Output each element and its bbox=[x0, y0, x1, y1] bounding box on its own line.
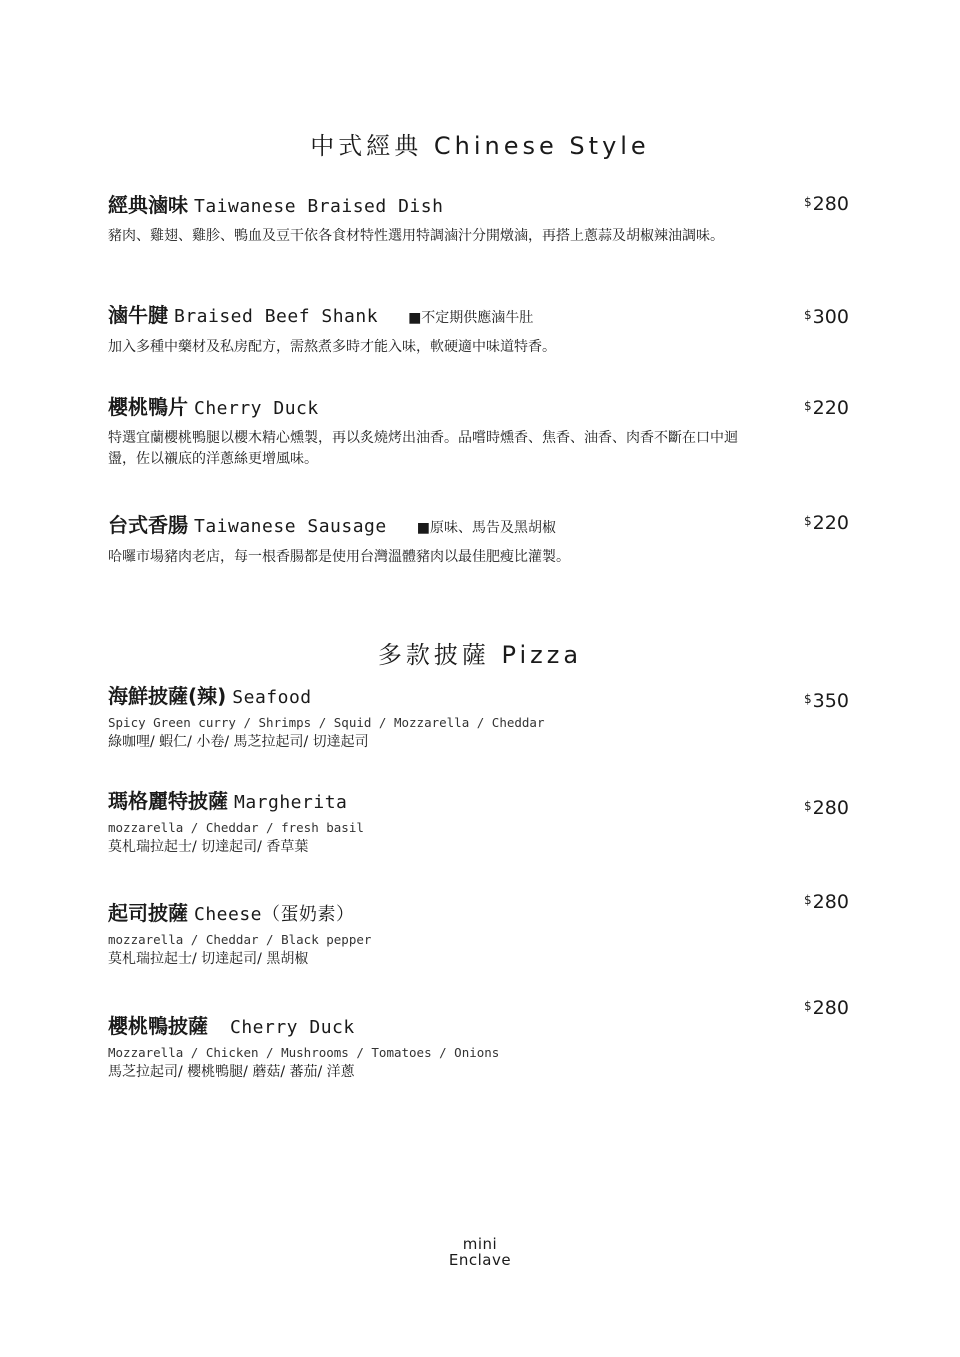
item-name-zh: 台式香腸 bbox=[108, 513, 188, 537]
item-name-zh: 櫻桃鴨片 bbox=[108, 395, 188, 419]
item-price bbox=[804, 512, 849, 534]
item-name bbox=[108, 683, 748, 711]
item-note: ■原味、馬告及黑胡椒 bbox=[416, 520, 556, 536]
item-description: 豬肉、雞翅、雞胗、鴨血及豆干依各食材特性選用特調滷汁分開燉滷，再搭上蔥蒜及胡椒辣油調味。 bbox=[108, 228, 724, 244]
price-value: 280 bbox=[812, 997, 849, 1019]
section-title-chinese-style: 中式經典 Chinese Style bbox=[310, 132, 650, 160]
menu-item-braised-dish bbox=[108, 192, 748, 247]
item-name-zh: 經典滷味 bbox=[108, 193, 188, 217]
item-description: 特選宜蘭櫻桃鴨腿以櫻木精心燻製，再以炙燒烤出油香。品嚐時燻香、焦香、油香、肉香不斷在口中迴盪，佐以襯底的洋蔥絲更增風味。 bbox=[108, 430, 738, 467]
item-description: 哈囉市場豬肉老店，每一根香腸都是使用台灣溫體豬肉以最佳肥瘦比灌製。 bbox=[108, 549, 570, 565]
menu-item-cherry-duck bbox=[108, 394, 748, 470]
item-name-zh: 滷牛腱 bbox=[108, 303, 168, 327]
price-value: 280 bbox=[812, 193, 849, 215]
item-price bbox=[804, 306, 849, 328]
price-value: 350 bbox=[812, 690, 849, 712]
item-name-en: Taiwanese Braised Dish bbox=[194, 196, 444, 217]
item-name bbox=[108, 512, 748, 541]
item-ingredients-en: mozzarella / Cheddar / Black pepper bbox=[108, 932, 372, 947]
currency-symbol: $ bbox=[804, 308, 812, 322]
item-name bbox=[108, 394, 748, 422]
item-name bbox=[108, 788, 748, 816]
item-description: 加入多種中藥材及私房配方，需熬煮多時才能入味，軟硬適中味道特香。 bbox=[108, 339, 556, 355]
price-value: 220 bbox=[812, 512, 849, 534]
menu-item-seafood-pizza bbox=[108, 683, 748, 752]
item-name-en: Braised Beef Shank bbox=[174, 306, 379, 327]
item-name-en: Cherry Duck bbox=[194, 398, 319, 419]
currency-symbol: $ bbox=[804, 799, 812, 813]
currency-symbol: $ bbox=[804, 999, 812, 1013]
logo-line-1: mini bbox=[462, 1235, 498, 1253]
item-ingredients-en: Mozzarella / Chicken / Mushrooms / Tomatoes / Onions bbox=[108, 1045, 500, 1060]
item-price bbox=[804, 797, 849, 819]
item-price bbox=[804, 690, 849, 712]
menu-item-cherry-duck-pizza bbox=[108, 1013, 748, 1082]
item-ingredients-zh: 莫札瑞拉起士/ 切達起司/ 黑胡椒 bbox=[108, 951, 309, 967]
item-name bbox=[108, 192, 748, 220]
item-ingredients-zh: 莫札瑞拉起士/ 切達起司/ 香草葉 bbox=[108, 839, 309, 855]
logo-line-2: Enclave bbox=[448, 1251, 512, 1269]
item-name-en: Cheese（蛋奶素） bbox=[194, 904, 355, 925]
menu-item-margherita-pizza bbox=[108, 788, 748, 857]
item-name-en: Cherry Duck bbox=[230, 1017, 355, 1038]
price-value: 280 bbox=[812, 797, 849, 819]
item-name bbox=[108, 302, 748, 331]
section-title-pizza: 多款披薩 Pizza bbox=[377, 641, 583, 669]
item-price bbox=[804, 997, 849, 1019]
item-name bbox=[108, 900, 748, 928]
item-note: ■不定期供應滷牛肚 bbox=[408, 310, 534, 326]
price-value: 280 bbox=[812, 891, 849, 913]
item-name-zh: 海鮮披薩(辣) bbox=[108, 684, 227, 708]
price-value: 220 bbox=[812, 397, 849, 419]
item-name-en: Margherita bbox=[234, 792, 348, 813]
menu-item-taiwanese-sausage bbox=[108, 512, 748, 568]
currency-symbol: $ bbox=[804, 893, 812, 907]
item-price bbox=[804, 891, 849, 913]
item-price bbox=[804, 193, 849, 215]
item-ingredients-en: mozzarella / Cheddar / fresh basil bbox=[108, 820, 364, 835]
price-value: 300 bbox=[812, 306, 849, 328]
item-name-zh: 起司披薩 bbox=[108, 901, 188, 925]
item-name-zh: 櫻桃鴨披薩 bbox=[108, 1014, 208, 1038]
menu-item-cheese-pizza bbox=[108, 900, 748, 969]
item-name-zh: 瑪格麗特披薩 bbox=[108, 789, 228, 813]
menu-item-beef-shank bbox=[108, 302, 748, 358]
currency-symbol: $ bbox=[804, 399, 812, 413]
currency-symbol: $ bbox=[804, 195, 812, 209]
currency-symbol: $ bbox=[804, 514, 812, 528]
item-name-en: Taiwanese Sausage bbox=[194, 516, 387, 537]
item-ingredients-zh: 馬芝拉起司/ 櫻桃鴨腿/ 蘑菇/ 蕃茄/ 洋蔥 bbox=[108, 1064, 355, 1080]
item-name-en: Seafood bbox=[232, 687, 312, 708]
brand-logo bbox=[420, 1236, 540, 1268]
currency-symbol: $ bbox=[804, 692, 812, 706]
item-name bbox=[108, 1013, 748, 1041]
item-ingredients-en: Spicy Green curry / Shrimps / Squid / Mozzarella / Cheddar bbox=[108, 715, 545, 730]
item-ingredients-zh: 綠咖哩/ 蝦仁/ 小卷/ 馬芝拉起司/ 切達起司 bbox=[108, 734, 369, 750]
item-price bbox=[804, 397, 849, 419]
